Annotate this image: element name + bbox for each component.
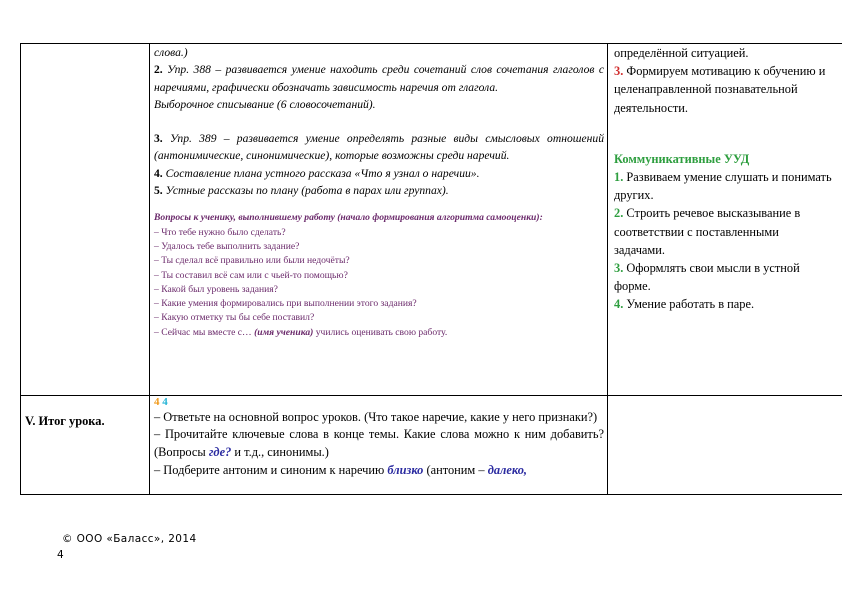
question-item: – Что тебе нужно было сделать? — [154, 226, 286, 238]
item-3-number: 3. — [154, 132, 163, 146]
communicative-item-4-number: 4. — [614, 297, 624, 312]
uud-cell — [608, 44, 842, 396]
page-number: 4 — [57, 549, 64, 561]
communicative-uud-heading: Коммуникативные УУД — [614, 151, 750, 166]
item-5-text: Устные рассказы по плану (работа в парах или группах). — [165, 184, 449, 198]
question-item-last — [154, 326, 604, 340]
question-item: – Ты сделал всё правильно или были недочёты? — [154, 255, 350, 267]
question-item: – Какую отметку ты бы себе поставил? — [154, 312, 315, 324]
question-item: – Ты составил всё сам или с чьей-то помощью? — [154, 269, 348, 281]
item-3 — [154, 130, 604, 165]
keyword-gde: где? — [208, 444, 232, 459]
line-slova: слова.) — [154, 46, 188, 59]
item-2-text: Упр. 388 – развивается умение находить среди сочетаний слов сочетания глаголов с наречиями, графически обозначать зависимость наречия от глагола. — [154, 63, 604, 94]
item-5 — [154, 182, 604, 199]
self-assessment-questions — [154, 211, 604, 340]
question-item: – Какие умения формировались при выполнении этого задания? — [154, 298, 417, 310]
stage-cell — [21, 395, 150, 494]
item-2-extra: Выборочное списывание (6 словосочетаний). — [154, 97, 376, 111]
para3-start: – Подберите антоним и синоним к наречию — [154, 462, 385, 477]
marker-cyan: 4 — [162, 395, 168, 408]
item-4 — [154, 165, 604, 182]
stage-cell-empty — [21, 44, 150, 396]
communicative-item-1 — [614, 168, 842, 186]
item-3-text: Упр. 389 – развивается умение определять разные виды смысловых отношений (антонимические, синонимические), которые возможны среди наречий. — [154, 132, 604, 163]
last-question-end: учились оценивать свою работу. — [315, 326, 448, 338]
summary-cell — [150, 395, 608, 494]
uud-line: форме. — [614, 279, 651, 294]
copyright-footer: © ООО «Баласс», 2014 — [62, 533, 197, 545]
para3-mid: (антоним – — [426, 462, 485, 477]
summary-paragraph-1: – Ответьте на основной вопрос уроков. (Что такое наречие, какие у него признаки?) — [154, 409, 598, 424]
uud-item-3-text: Формируем мотивацию к обучению и — [626, 64, 826, 79]
item-2 — [154, 61, 604, 96]
item-5-number: 5. — [154, 184, 163, 198]
last-question-start: – Сейчас мы вместе с… — [154, 326, 252, 338]
keyword-daleko: далеко, — [487, 462, 527, 477]
empty-cell — [608, 395, 842, 494]
item-4-number: 4. — [154, 166, 163, 180]
summary-paragraph-2 — [154, 426, 604, 461]
communicative-item-1-number: 1. — [614, 170, 624, 185]
para2-end: и т.д., синонимы.) — [234, 444, 329, 459]
communicative-item-4 — [614, 295, 842, 313]
item-2-number: 2. — [154, 63, 163, 77]
question-item: – Какой был уровень задания? — [154, 283, 278, 295]
uud-line: соответствии с поставленными — [614, 224, 779, 239]
question-item: – Удалось тебе выполнить задание? — [154, 240, 300, 252]
uud-item-3 — [614, 62, 842, 80]
uud-line: определённой ситуацией. — [614, 46, 749, 60]
stage-markers — [154, 396, 604, 409]
lesson-plan-table — [20, 43, 842, 495]
table-row — [21, 395, 842, 494]
communicative-item-1-text: Развиваем умение слушать и понимать — [626, 170, 832, 185]
last-question-name: (имя ученика) — [254, 326, 314, 338]
uud-line: задачами. — [614, 242, 666, 257]
table-row — [21, 44, 842, 396]
communicative-item-2 — [614, 204, 842, 222]
marker-orange: 4 — [154, 395, 160, 408]
communicative-item-4-text: Умение работать в паре. — [626, 297, 755, 312]
communicative-item-3-text: Оформлять свои мысли в устной — [626, 261, 800, 276]
stage-title: V. Итог урока. — [25, 413, 105, 428]
activity-cell — [150, 44, 608, 396]
item-4-text: Составление плана устного рассказа «Что я узнал о наречии». — [165, 166, 480, 180]
uud-line: целенаправленной познавательной — [614, 82, 798, 97]
para2-start: – Прочитайте ключевые слова в конце темы. Какие слова можно к ним добавить? (Вопросы — [154, 427, 604, 459]
uud-line: деятельности. — [614, 100, 689, 115]
keyword-blizko: близко — [387, 462, 424, 477]
uud-line: других. — [614, 188, 654, 203]
summary-paragraph-3 — [154, 462, 604, 480]
communicative-item-3-number: 3. — [614, 261, 624, 276]
communicative-item-3 — [614, 259, 842, 277]
uud-item-3-number: 3. — [614, 64, 624, 79]
communicative-item-2-number: 2. — [614, 206, 624, 221]
communicative-item-2-text: Строить речевое высказывание в — [626, 206, 801, 221]
questions-intro: Вопросы к ученику, выполнившему работу (начало формирования алгоритма самооценки): — [154, 212, 543, 224]
